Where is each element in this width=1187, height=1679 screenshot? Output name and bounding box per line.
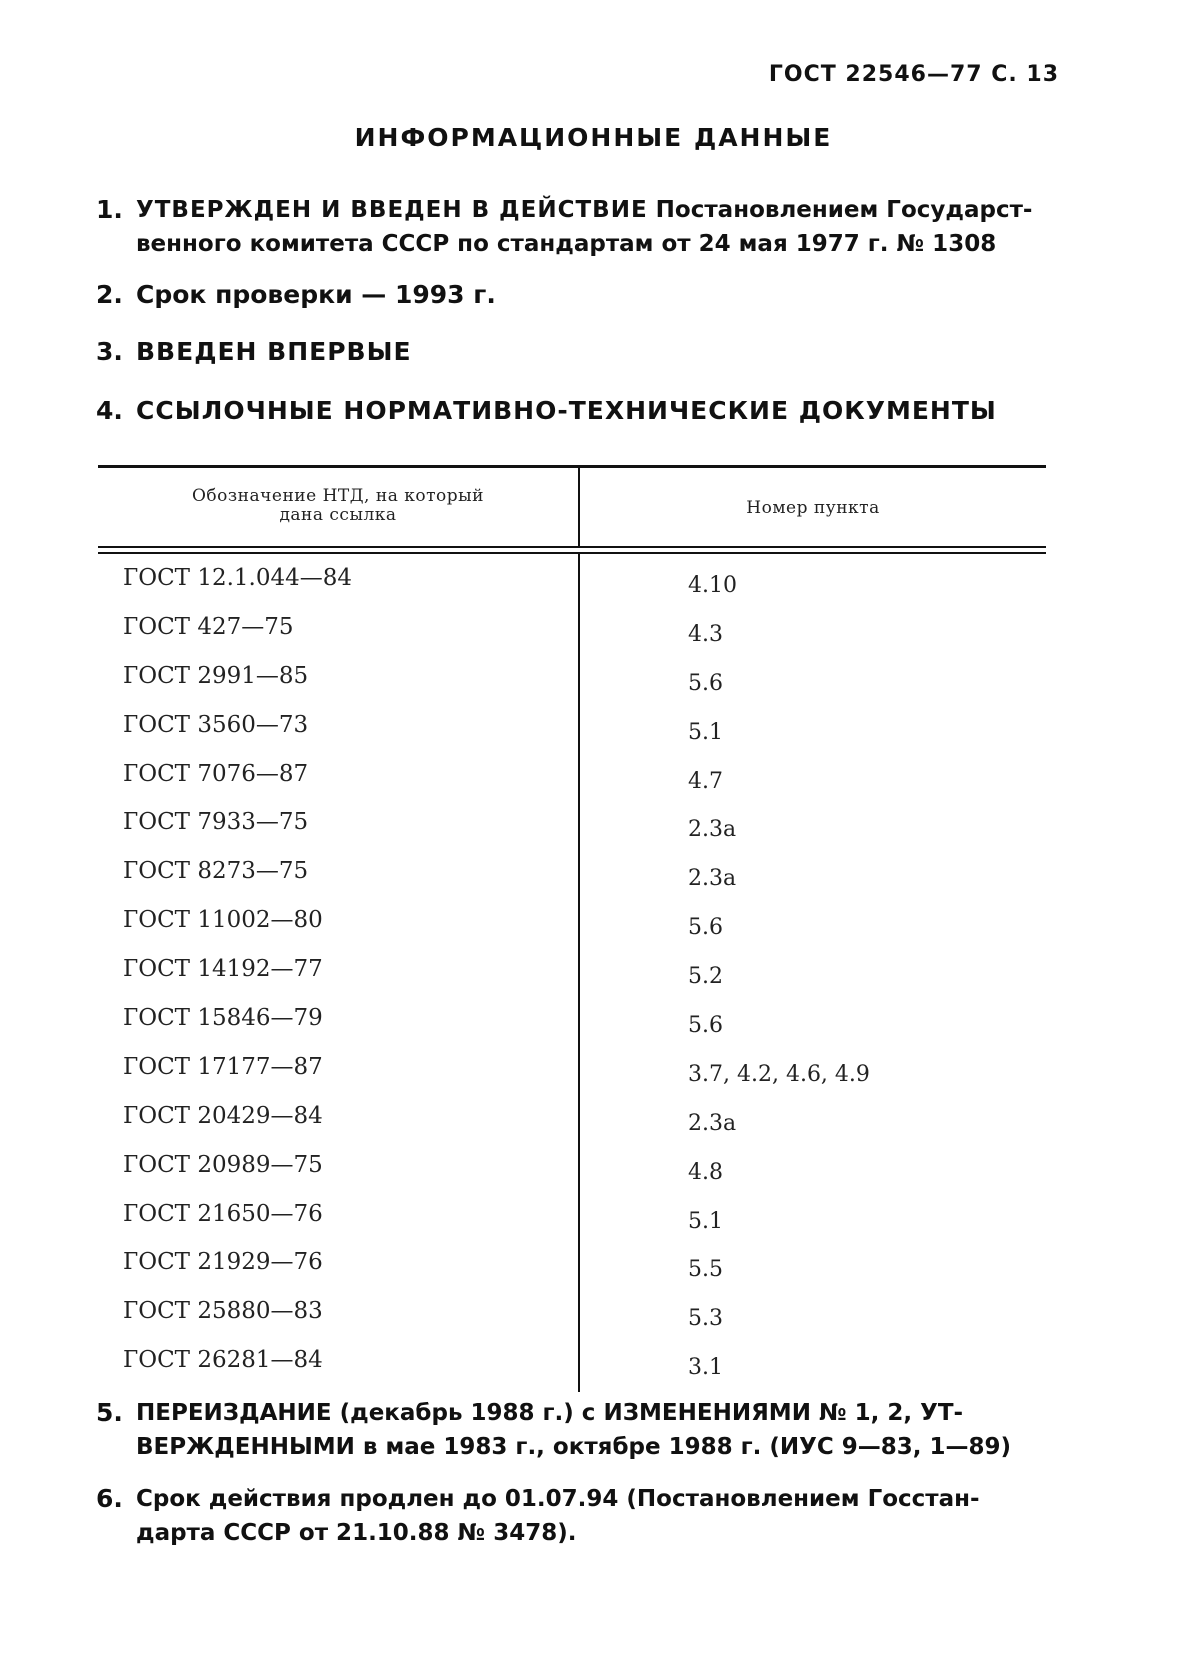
info-item-5 bbox=[96, 1396, 1056, 1464]
table-body bbox=[98, 565, 1046, 1396]
clause-cell: 5.1 bbox=[688, 1208, 723, 1234]
page-title: ИНФОРМАЦИОННЫЕ ДАННЫЕ bbox=[354, 123, 833, 152]
info-item-1 bbox=[96, 193, 1056, 261]
info-item-4 bbox=[96, 394, 1056, 428]
table-top-rule bbox=[98, 465, 1046, 468]
doc-cell: ГОСТ 11002—80 bbox=[123, 907, 323, 934]
doc-cell: ГОСТ 21929—76 bbox=[123, 1249, 323, 1276]
clause-cell: 3.7, 4.2, 4.6, 4.9 bbox=[688, 1061, 870, 1087]
info-item-6 bbox=[96, 1482, 1056, 1550]
clause-cell: 5.6 bbox=[688, 670, 723, 696]
table-row bbox=[98, 1249, 1046, 1298]
item-6-line-2: дарта СССР от 21.10.88 № 3478). bbox=[136, 1520, 577, 1546]
item-number: 2. bbox=[96, 280, 123, 309]
page-header-reference: ГОСТ 22546—77 С. 13 bbox=[768, 62, 1059, 87]
item-number: 3. bbox=[96, 337, 123, 366]
item-1-rest: Постановлением Государст- bbox=[647, 197, 1033, 223]
doc-cell: ГОСТ 7933—75 bbox=[123, 809, 309, 836]
clause-cell: 4.7 bbox=[688, 768, 723, 794]
clause-cell: 5.6 bbox=[688, 915, 723, 941]
clause-cell: 5.2 bbox=[688, 964, 723, 990]
clause-cell: 5.3 bbox=[688, 1306, 723, 1332]
doc-cell: ГОСТ 26281—84 bbox=[123, 1347, 323, 1374]
clause-cell: 2.3а bbox=[688, 817, 737, 843]
table-row bbox=[98, 1201, 1046, 1250]
table-row bbox=[98, 1347, 1046, 1396]
table-row bbox=[98, 907, 1046, 956]
doc-cell: ГОСТ 7076—87 bbox=[123, 760, 309, 787]
item-1-line-2: венного комитета СССР по стандартам от 24 мая 1977 г. № 1308 bbox=[136, 231, 997, 257]
doc-cell: ГОСТ 2991—85 bbox=[123, 662, 309, 689]
doc-cell: ГОСТ 20429—84 bbox=[123, 1102, 323, 1129]
item-6-line-1: Срок действия продлен до 01.07.94 (Постановлением Госстан- bbox=[136, 1486, 980, 1512]
reference-documents-table bbox=[98, 465, 1046, 1395]
table-header-rule-2 bbox=[98, 552, 1046, 554]
clause-cell: 5.1 bbox=[688, 719, 723, 745]
table-header-clause: Номер пункта bbox=[746, 498, 880, 518]
item-1-caps: УТВЕРЖДЕН И ВВЕДЕН В ДЕЙСТВИЕ bbox=[136, 197, 648, 223]
doc-cell: ГОСТ 427—75 bbox=[123, 613, 294, 640]
table-header-rule-1 bbox=[98, 546, 1046, 548]
doc-cell: ГОСТ 21650—76 bbox=[123, 1200, 323, 1227]
item-5-line-2: ВЕРЖДЕННЫМИ в мае 1983 г., октябре 1988 г. (ИУС 9—83, 1—89) bbox=[136, 1434, 1012, 1460]
table-row bbox=[98, 858, 1046, 907]
table-row bbox=[98, 1103, 1046, 1152]
doc-cell: ГОСТ 14192—77 bbox=[123, 956, 323, 983]
info-item-3 bbox=[96, 335, 1056, 369]
table-row bbox=[98, 956, 1046, 1005]
header-line-2: дана ссылка bbox=[279, 505, 397, 525]
table-row bbox=[98, 1054, 1046, 1103]
item-3-text: ВВЕДЕН ВПЕРВЫЕ bbox=[136, 337, 412, 366]
table-row bbox=[98, 1298, 1046, 1347]
item-number: 5. bbox=[96, 1398, 123, 1427]
item-5-line-1: ПЕРЕИЗДАНИЕ (декабрь 1988 г.) с ИЗМЕНЕНИЯМИ № 1, 2, УТ- bbox=[136, 1400, 964, 1426]
clause-cell: 4.10 bbox=[688, 573, 737, 598]
table-row bbox=[98, 809, 1046, 858]
doc-cell: ГОСТ 12.1.044—84 bbox=[123, 565, 353, 591]
doc-cell: ГОСТ 25880—83 bbox=[123, 1298, 323, 1325]
item-number: 1. bbox=[96, 195, 123, 224]
doc-cell: ГОСТ 3560—73 bbox=[123, 711, 309, 738]
clause-cell: 5.5 bbox=[688, 1257, 723, 1283]
item-4-text: ССЫЛОЧНЫЕ НОРМАТИВНО-ТЕХНИЧЕСКИЕ ДОКУМЕНТЫ bbox=[136, 396, 997, 425]
header-line-1: Обозначение НТД, на который bbox=[192, 486, 484, 506]
doc-cell: ГОСТ 20989—75 bbox=[123, 1151, 323, 1178]
table-row bbox=[98, 663, 1046, 712]
item-number: 4. bbox=[96, 396, 123, 425]
clause-cell: 5.6 bbox=[688, 1013, 723, 1039]
clause-cell: 2.3а bbox=[688, 866, 737, 892]
table-row bbox=[98, 565, 1046, 614]
info-item-2 bbox=[96, 278, 1056, 312]
clause-cell: 4.8 bbox=[688, 1159, 723, 1185]
table-row bbox=[98, 712, 1046, 761]
table-row bbox=[98, 614, 1046, 663]
clause-cell: 3.1 bbox=[688, 1355, 723, 1381]
table-row bbox=[98, 1005, 1046, 1054]
clause-cell: 2.3а bbox=[688, 1110, 737, 1136]
table-row bbox=[98, 1152, 1046, 1201]
clause-cell: 4.3 bbox=[688, 621, 723, 647]
table-row bbox=[98, 761, 1046, 810]
doc-cell: ГОСТ 17177—87 bbox=[123, 1053, 323, 1080]
doc-cell: ГОСТ 15846—79 bbox=[123, 1005, 323, 1032]
table-header-designation bbox=[98, 487, 578, 525]
item-number: 6. bbox=[96, 1484, 123, 1513]
doc-cell: ГОСТ 8273—75 bbox=[123, 858, 309, 885]
item-2-text: Срок проверки — 1993 г. bbox=[136, 280, 496, 309]
item-1-line-1 bbox=[136, 193, 1056, 227]
